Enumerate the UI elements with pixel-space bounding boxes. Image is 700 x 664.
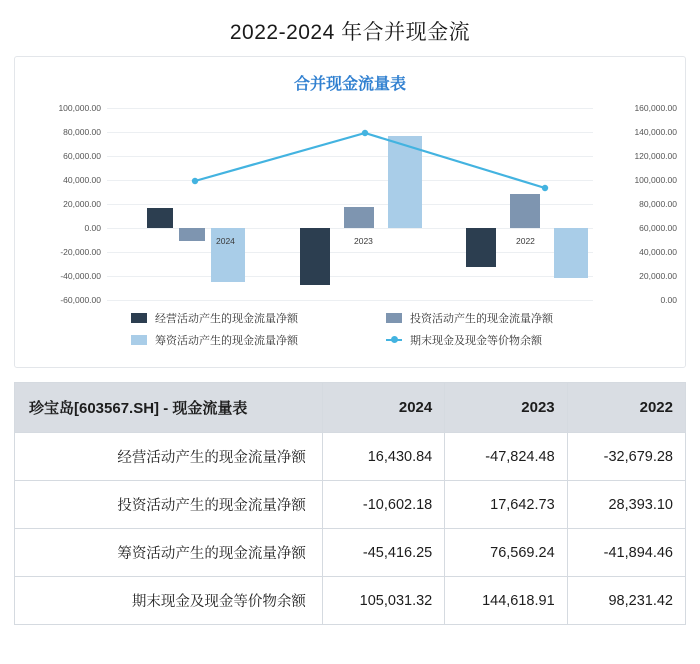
legend-item-financing [75, 332, 350, 348]
cell-2023: -47,824.48 [445, 433, 567, 481]
legend-item-cash-balance [350, 332, 625, 348]
y-axis-tick: -20,000.00 [60, 247, 101, 257]
legend-label: 期末现金及现金等价物余额 [410, 335, 542, 347]
table-row [15, 481, 686, 529]
row-label: 筹资活动产生的现金流量净额 [15, 529, 323, 577]
legend-label: 经营活动产生的现金流量净额 [155, 313, 298, 325]
legend-item-operating [75, 310, 350, 326]
cashflow-table [14, 382, 686, 625]
x-axis-tick-2024: 2024 [216, 236, 235, 246]
row-label: 经营活动产生的现金流量净额 [15, 433, 323, 481]
y2-axis-tick: 20,000.00 [639, 271, 677, 281]
legend-label: 投资活动产生的现金流量净额 [410, 313, 553, 325]
cell-2022: 28,393.10 [567, 481, 685, 529]
y-axis-tick: 40,000.00 [63, 175, 101, 185]
cell-2024: -45,416.25 [322, 529, 444, 577]
table-row [15, 529, 686, 577]
table-header-2023: 2023 [445, 383, 567, 433]
cash-balance-line [15, 100, 700, 315]
legend-swatch-icon [131, 313, 147, 323]
legend-label: 筹资活动产生的现金流量净额 [155, 335, 298, 347]
y2-axis-tick: 120,000.00 [634, 151, 677, 161]
cell-2023: 17,642.73 [445, 481, 567, 529]
table-header-2024: 2024 [322, 383, 444, 433]
chart-card [14, 56, 686, 368]
legend-item-investing [350, 310, 625, 326]
table-header-2022: 2022 [567, 383, 685, 433]
chart-title: 合并现金流量表 [293, 76, 406, 93]
cell-2022: -32,679.28 [567, 433, 685, 481]
page-title: 2022-2024 年合并现金流 [229, 21, 471, 44]
y-axis-tick: -60,000.00 [60, 295, 101, 305]
y-axis-tick: 80,000.00 [63, 127, 101, 137]
y-axis-tick: 0.00 [84, 223, 101, 233]
cell-2022: -41,894.46 [567, 529, 685, 577]
table-header-title: 珍宝岛[603567.SH] - 现金流量表 [15, 383, 323, 433]
legend-swatch-icon [131, 335, 147, 345]
y2-axis-tick: 40,000.00 [639, 247, 677, 257]
y-axis-tick: 60,000.00 [63, 151, 101, 161]
cell-2024: 16,430.84 [322, 433, 444, 481]
y-axis-tick: 100,000.00 [58, 103, 101, 113]
row-label: 期末现金及现金等价物余额 [15, 577, 323, 625]
cell-2022: 98,231.42 [567, 577, 685, 625]
cell-2024: 105,031.32 [322, 577, 444, 625]
x-axis-tick-2023: 2023 [354, 236, 373, 246]
y2-axis-tick: 60,000.00 [639, 223, 677, 233]
cell-2024: -10,602.18 [322, 481, 444, 529]
y2-axis-tick: 80,000.00 [639, 199, 677, 209]
chart-plot-area [15, 100, 685, 315]
row-label: 投资活动产生的现金流量净额 [15, 481, 323, 529]
legend-swatch-icon [386, 313, 402, 323]
legend-line-icon [386, 339, 402, 341]
table-header-row [15, 383, 686, 433]
y-axis-tick: 20,000.00 [63, 199, 101, 209]
table-row [15, 577, 686, 625]
chart-legend [15, 307, 685, 351]
y2-axis-tick: 0.00 [660, 295, 677, 305]
table-row [15, 433, 686, 481]
y2-axis-tick: 140,000.00 [634, 127, 677, 137]
y2-axis-tick: 100,000.00 [634, 175, 677, 185]
x-axis-tick-2022: 2022 [516, 236, 535, 246]
y2-axis-tick: 160,000.00 [634, 103, 677, 113]
y-axis-tick: -40,000.00 [60, 271, 101, 281]
cell-2023: 76,569.24 [445, 529, 567, 577]
cell-2023: 144,618.91 [445, 577, 567, 625]
